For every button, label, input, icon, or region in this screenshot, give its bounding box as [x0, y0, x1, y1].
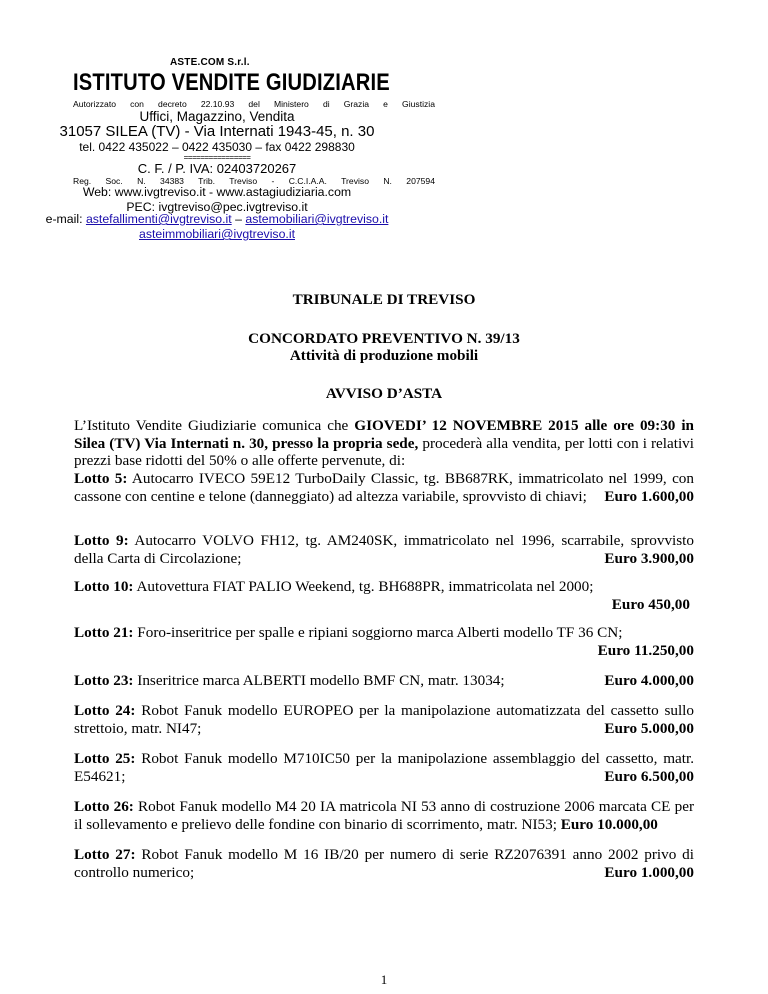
lot-description: Autocarro VOLVO FH12, tg. AM240SK, immatricolato nel 1996, scarrabile, sprovvisto della Carta di Circolazione;	[74, 532, 694, 567]
lot-description: Foro-inseritrice per spalle e ripiani soggiorno marca Alberti modello TF 36 CN;	[133, 624, 623, 641]
lot-price: Euro 450,00	[611, 596, 690, 613]
lot-description: Robot Fanuk modello M710IC50 per la manipolazione assemblaggio del cassetto, matr. E54621;	[74, 750, 694, 785]
phone-line: tel. 0422 435022 – 0422 435030 – fax 0422 298830	[79, 140, 355, 154]
lot-label: Lotto 25:	[74, 750, 136, 767]
email-label: e-mail:	[45, 212, 86, 226]
lot-price: Euro 1.600,00	[604, 488, 694, 505]
lot-description: Autovettura FIAT PALIO Weekend, tg. BH688PR, immatricolata nel 2000;	[133, 578, 594, 595]
intro-paragraph	[74, 417, 694, 470]
lot-price: Euro 1.000,00	[604, 864, 694, 881]
email-link-immobiliari[interactable]: asteimmobiliari@ivgtreviso.it	[139, 227, 295, 241]
lot-price: Euro 10.000,00	[560, 815, 658, 833]
lot-description: Autocarro IVECO 59E12 TurboDaily Classic, tg. BB687RK, immatricolato nel 1999, con cassone con centine e telone (danneggiato) ad altezza variabile, sprovvisto di chiavi;	[74, 470, 694, 505]
lot-label: Lotto 27:	[74, 846, 136, 863]
email-link-mobiliari[interactable]: astemobiliari@ivgtreviso.it	[245, 212, 389, 226]
offices-line: Uffici, Magazzino, Vendita	[139, 109, 295, 124]
lot-description: Robot Fanuk modello EUROPEO per la manipolazione automatizzata del cassetto sullo strettoio, matr. NI47;	[74, 702, 694, 737]
lot-item	[74, 750, 694, 785]
intro-text-2: procederà alla vendita, per lotti con i relativi prezzi base ridotti del 50% o alle offerte pervenute, di:	[74, 434, 694, 470]
activity-subtitle: Attività di produzione mobili	[289, 347, 479, 364]
separator-line: ================	[183, 153, 251, 162]
lot-description: Robot Fanuk modello M4 20 IA matricola NI 53 anno di costruzione 2006 marcata CE per il sollevamento e prelievo delle fondine con binario di scorrimento, matr. NI53;	[74, 798, 694, 833]
lot-item	[74, 798, 694, 833]
email-line	[0, 212, 434, 226]
institute-title: ISTITUTO VENDITE GIUDIZIARIE	[73, 69, 390, 96]
lot-description: Robot Fanuk modello M 16 IB/20 per numero di serie RZ2076391 anno 2002 privo di controllo numerico;	[74, 846, 694, 881]
lot-label: Lotto 21:	[74, 624, 134, 641]
lot-label: Lotto 24:	[74, 702, 136, 719]
lot-price: Euro 4.000,00	[604, 672, 694, 689]
lot-price: Euro 6.500,00	[604, 768, 694, 785]
lot-price: Euro 11.250,00	[597, 642, 694, 659]
web-line: Web: www.ivgtreviso.it - www.astagiudiziaria.com	[82, 185, 352, 199]
intro-date-location: GIOVEDI’ 12 NOVEMBRE 2015 alle ore 09:30 in Silea (TV) Via Internati n. 30, presso la propria sede,	[74, 417, 694, 452]
pec-line: PEC: ivgtreviso@pec.ivgtreviso.it	[126, 200, 308, 214]
lot-item	[74, 846, 694, 881]
email-link-fallimenti[interactable]: astefallimenti@ivgtreviso.it	[85, 212, 232, 226]
lot-description: Inseritrice marca ALBERTI modello BMF CN, matr. 13034;	[133, 672, 505, 689]
lot-label: Lotto 26:	[74, 798, 134, 815]
lot-item	[74, 470, 694, 505]
page-number: 1	[380, 972, 388, 987]
vat-line: C. F. / P. IVA: 02403720267	[137, 161, 297, 176]
lot-item	[74, 578, 694, 596]
lot-price: Euro 5.000,00	[604, 720, 694, 737]
lot-item	[74, 532, 694, 567]
email-separator: –	[231, 212, 246, 226]
lot-label: Lotto 5:	[74, 470, 128, 487]
lot-label: Lotto 23:	[74, 672, 134, 689]
notice-title: AVVISO D’ASTA	[325, 385, 443, 402]
lot-label: Lotto 9:	[74, 532, 129, 549]
email-line-2	[0, 227, 434, 241]
company-name: ASTE.COM S.r.l.	[170, 57, 250, 68]
lot-item	[74, 624, 694, 642]
lot-item	[74, 672, 534, 690]
register-line: Reg. Soc. N. 34383 Trib. Treviso - C.C.I.A.A. Treviso N. 207594	[73, 176, 435, 186]
lot-item	[74, 702, 694, 737]
intro-text-1: L’Istituto Vendite Giudiziarie comunica che	[74, 417, 355, 434]
lot-price: Euro 3.900,00	[604, 550, 694, 567]
address-line: 31057 SILEA (TV) - Via Internati 1943-45, n. 30	[59, 123, 375, 140]
procedure-title: CONCORDATO PREVENTIVO N. 39/13	[248, 330, 520, 347]
lot-label: Lotto 10:	[74, 578, 134, 595]
authorization-line: Autorizzato con decreto 22.10.93 del Ministero di Grazia e Giustizia	[73, 99, 435, 109]
court-title: TRIBUNALE DI TREVISO	[292, 291, 476, 308]
